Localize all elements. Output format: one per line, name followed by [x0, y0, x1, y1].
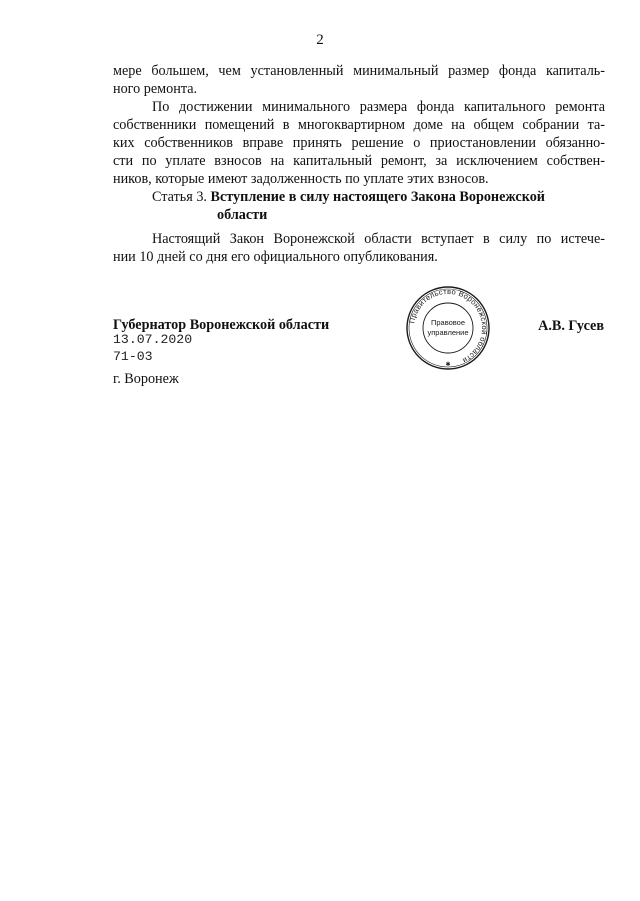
law-date: 13.07.2020	[113, 332, 193, 347]
text-line: мере большем, чем установленный минимальный размер фонда капиталь-	[113, 63, 605, 79]
text-line: ников, которые имеют задолженность по уплате этих взносов.	[113, 171, 489, 187]
signatory-name: А.В. Гусев	[538, 318, 604, 334]
article-title-continuation: области	[217, 207, 268, 223]
seal-outer-text: Правительство Воронежской области	[407, 286, 490, 366]
text-line: По достижении минимального размера фонда капитального ремонта	[152, 99, 605, 115]
text-line: Настоящий Закон Воронежской области вступает в силу по истече-	[152, 231, 605, 247]
official-seal	[398, 285, 498, 371]
city: г. Воронеж	[113, 371, 179, 387]
text-line: ких собственников вправе принять решение о приостановлении обязанно-	[113, 135, 605, 151]
seal-graphic	[398, 285, 498, 371]
signatory-position: Губернатор Воронежской области	[113, 317, 330, 333]
text-line: собственники помещений в многоквартирном доме на общем собрании та-	[113, 117, 605, 133]
seal-star: ✱	[445, 361, 451, 368]
law-number: 71-03	[113, 349, 153, 364]
text-line: ного ремонта.	[113, 81, 198, 97]
text-line: нии 10 дней со дня его официального опубликования.	[113, 249, 438, 265]
seal-inner-line-2: управление	[427, 328, 469, 337]
seal-inner-line-1: Правовое	[430, 318, 466, 327]
page-number: 2	[316, 32, 324, 48]
article-title: Вступление в силу настоящего Закона Воронежской	[210, 189, 545, 205]
text-line: сти по уплате взносов на капитальный ремонт, за исключением собствен-	[113, 153, 605, 169]
article-number: Статья 3.	[152, 189, 207, 205]
